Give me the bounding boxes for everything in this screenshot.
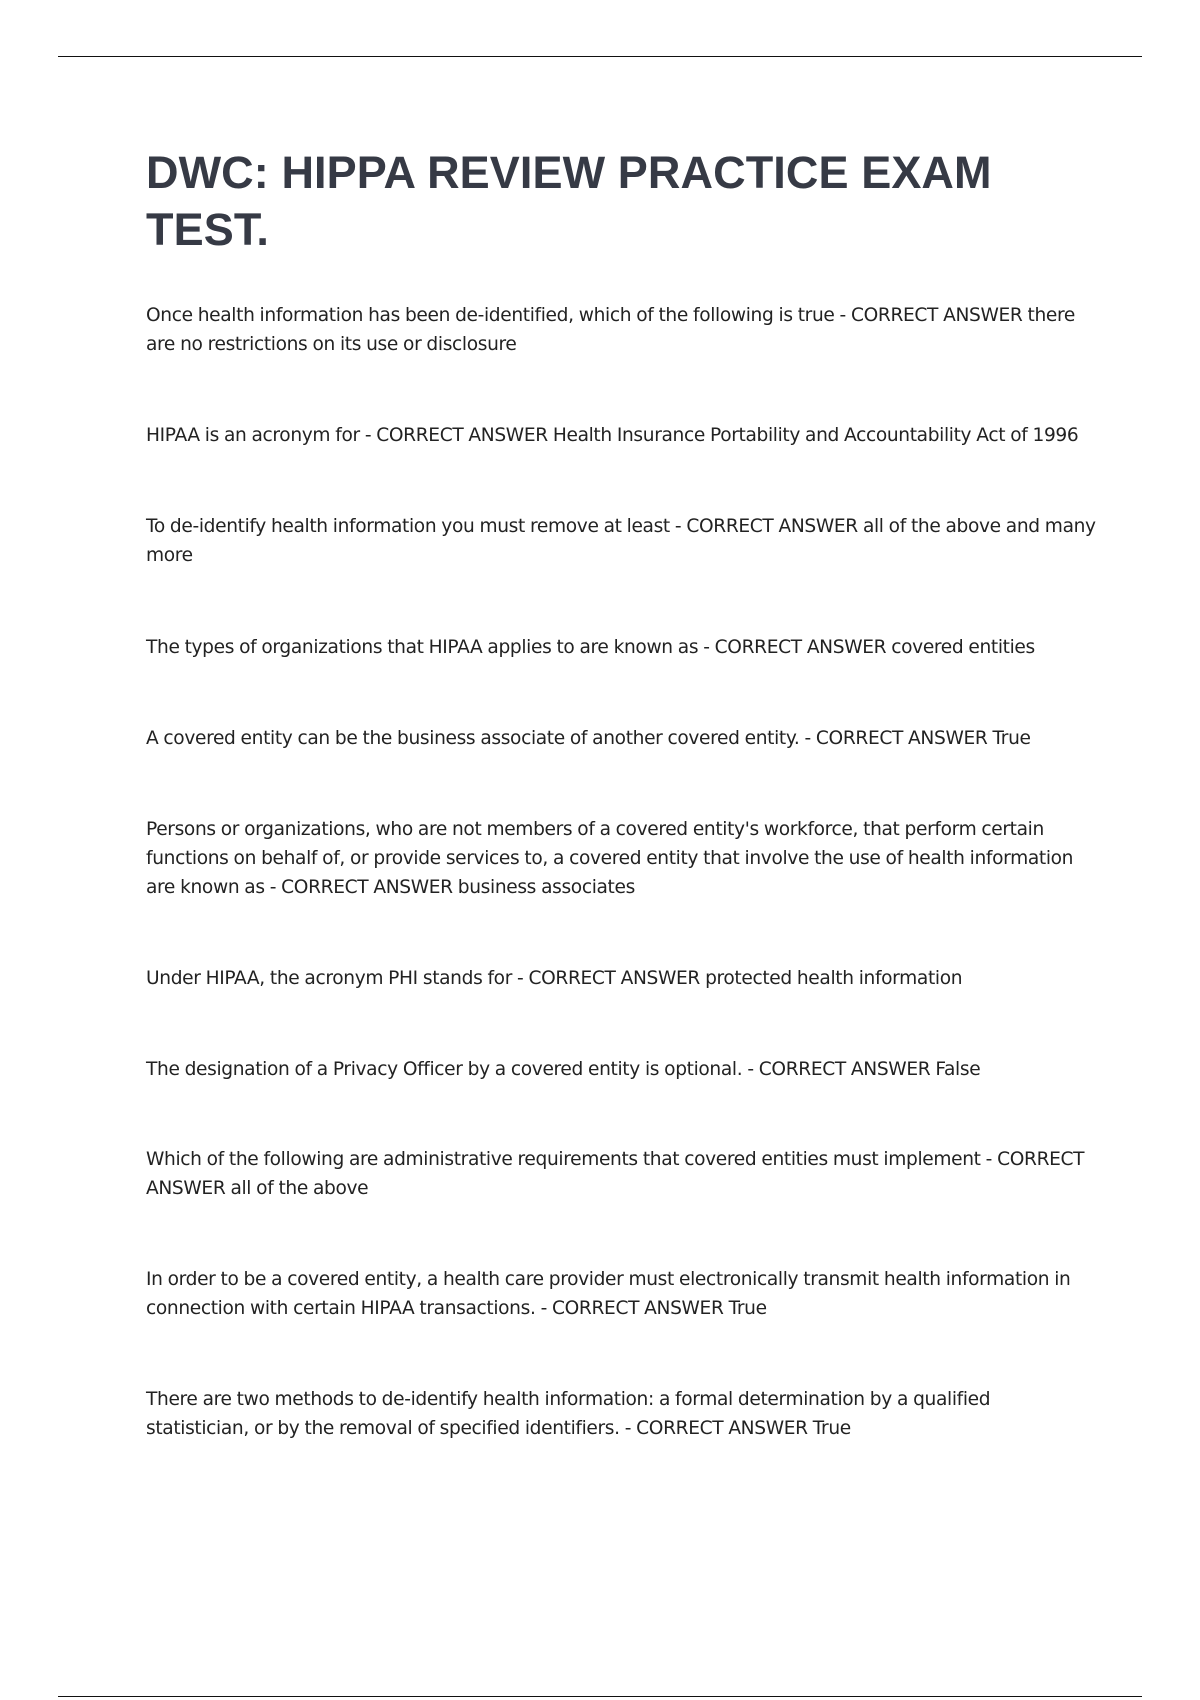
qa-item: A covered entity can be the business associate of another covered entity. - CORRECT ANSWER True [146, 728, 1031, 749]
qa-item: To de-identify health information you must remove at least - CORRECT ANSWER all of the above and many more [146, 516, 1096, 566]
qa-item: Once health information has been de-identified, which of the following is true - CORRECT ANSWER there are no restrictions on its use or disclosure [146, 305, 1075, 355]
qa-item: The types of organizations that HIPAA applies to are known as - CORRECT ANSWER covered entities [146, 637, 1035, 658]
qa-item: Which of the following are administrative requirements that covered entities must implement - CORRECT ANSWER all of the above [146, 1149, 1085, 1199]
page-title: DWC: HIPPA REVIEW PRACTICE EXAM TEST. [146, 147, 992, 255]
qa-item: The designation of a Privacy Officer by a covered entity is optional. - CORRECT ANSWER False [146, 1059, 981, 1080]
qa-item: Persons or organizations, who are not members of a covered entity's workforce, that perform certain functions on behalf of, or provide services to, a covered entity that involve the use of health information are known as - CORRECT ANSWER business associates [146, 819, 1074, 898]
bottom-divider [58, 1696, 1142, 1697]
top-divider [58, 56, 1142, 57]
qa-item: There are two methods to de-identify health information: a formal determination by a qualified statistician, or by the removal of specified identifiers. - CORRECT ANSWER True [146, 1389, 991, 1439]
qa-item: HIPAA is an acronym for - CORRECT ANSWER Health Insurance Portability and Accountability Act of 1996 [146, 425, 1079, 446]
qa-item: Under HIPAA, the acronym PHI stands for - CORRECT ANSWER protected health information [146, 968, 963, 989]
qa-item: In order to be a covered entity, a health care provider must electronically transmit health information in connection with certain HIPAA transactions. - CORRECT ANSWER True [146, 1269, 1071, 1319]
